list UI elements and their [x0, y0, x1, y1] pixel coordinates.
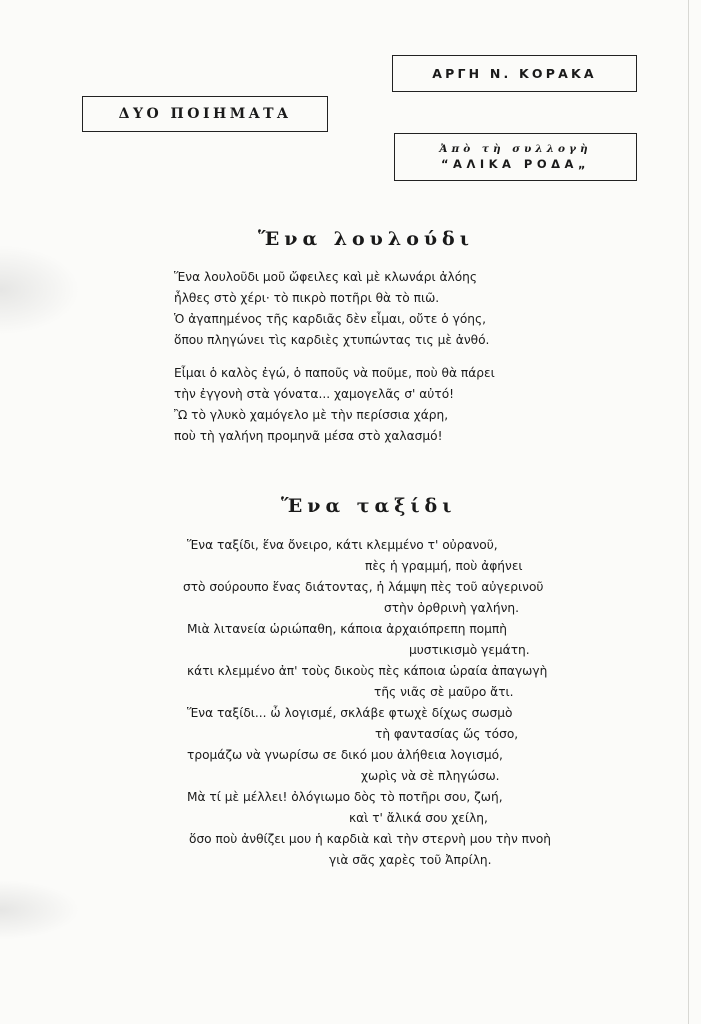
poem-line: τὴν ἐγγονὴ στὰ γόνατα... χαμογελᾶς σ' αὐτό!	[174, 387, 455, 401]
scan-smudge	[0, 245, 80, 335]
poem-line: τρομάζω νὰ γνωρίσω σε δικό μου ἀλήθεια λογισμό,	[187, 748, 503, 762]
poem-line: τὴ φαντασίας ὥς τόσο,	[375, 727, 519, 741]
poem-line: ἦλθες στὸ χέρι· τὸ πικρὸ ποτῆρι θὰ τὸ πιῶ.	[174, 291, 440, 305]
collection-from: Ἀπὸ τὴ συλλογὴ	[439, 143, 592, 155]
scan-smudge	[0, 880, 80, 940]
poem-line: ὅσο ποὺ ἀνθίζει μου ἡ καρδιὰ καὶ τὴν στερνὴ μου τὴν πνοὴ	[189, 832, 552, 846]
author-name: ΑΡΓΗ Ν. ΚΟΡΑΚΑ	[432, 66, 597, 81]
poem-line: ὅπου πληγώνει τὶς καρδιὲς χτυπώντας τις μὲ ἀνθό.	[174, 333, 490, 347]
poem-line: ποὺ τὴ γαλήνη προμηνᾶ μέσα στὸ χαλασμό!	[174, 429, 443, 443]
poem-line: Μὰ τί μὲ μέλλει! ὀλόγιωμο δὸς τὸ ποτῆρι σου, ζωή,	[187, 790, 503, 804]
poem-line: στὴν ὀρθρινὴ γαλήνη.	[384, 601, 519, 615]
poem-line: τῆς νιᾶς σὲ μαῦρο ἄτι.	[374, 685, 514, 699]
poem-line: χωρὶς νὰ σὲ πληγώσω.	[361, 769, 500, 783]
collection-name: “ΑΛΙΚΑ ΡΟΔΑ„	[440, 157, 590, 171]
poem-line: πὲς ἡ γραμμή, ποὺ ἀφήνει	[365, 559, 523, 573]
page-edge	[688, 0, 689, 1024]
poem-title: Ἕνα λουλούδι	[258, 228, 474, 250]
title-box	[82, 96, 328, 132]
poem-line: Ἕνα λουλοῦδι μοῦ ὤφειλες καὶ μὲ κλωνάρι ἀλόης	[174, 270, 478, 284]
poem-line: στὸ σούρουπο ἕνας διάτοντας, ἡ λάμψη πὲς τοῦ αὐγερινοῦ	[183, 580, 544, 594]
poem-line: μυστικισμὸ γεμάτη.	[409, 643, 530, 657]
poem-title: Ἕνα ταξίδι	[281, 495, 457, 517]
poem-line: Ἕνα ταξίδι... ὦ λογισμέ, σκλάβε φτωχὲ δίχως σωσμὸ	[187, 706, 513, 720]
poem-line: καὶ τ' ἄλικά σου χείλη,	[349, 811, 488, 825]
poem-line: Ἕνα ταξίδι, ἕνα ὄνειρο, κάτι κλεμμένο τ' οὐρανοῦ,	[187, 538, 498, 552]
poem-line: Μιὰ λιτανεία ὡριώπαθη, κάποια ἀρχαιόπρεπη πομπὴ	[187, 622, 507, 636]
page-title: ΔΥΟ ΠΟΙΗΜΑΤΑ	[118, 106, 292, 122]
poem-line: γιὰ σᾶς χαρὲς τοῦ Ἀπρίλη.	[329, 853, 492, 867]
poem-line: κάτι κλεμμένο ἀπ' τοὺς δικοὺς πὲς κάποια ὡραία ἀπαγωγὴ	[187, 664, 548, 678]
author-box	[392, 55, 637, 92]
poem-line: Ὁ ἀγαπημένος τῆς καρδιᾶς δὲν εἶμαι, οὔτε ὁ γόης,	[174, 312, 487, 326]
collection-box	[394, 133, 637, 181]
poem-line: Εἶμαι ὁ καλὸς ἐγώ, ὁ παποῦς νὰ ποῦμε, ποὺ θὰ πάρει	[174, 366, 495, 380]
poem-line: Ὢ τὸ γλυκὸ χαμόγελο μὲ τὴν περίσσια χάρη,	[174, 408, 449, 422]
